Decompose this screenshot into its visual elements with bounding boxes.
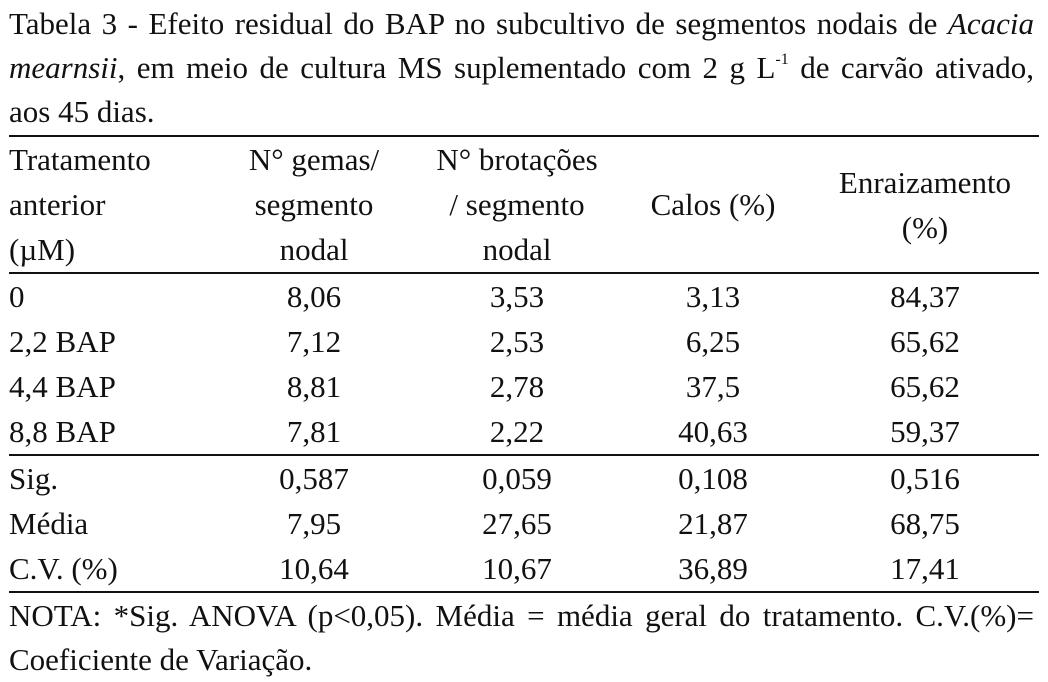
header-brotacoes-line-2: / segmento <box>449 187 585 222</box>
document-page <box>0 2 1048 680</box>
cell-gemas: 8,06 <box>209 273 419 319</box>
header-brotacoes-line-3: nodal <box>482 232 552 267</box>
cell-brotacoes: 2,53 <box>489 324 545 359</box>
header-gemas-line-2: segmento <box>254 187 374 222</box>
table-row <box>9 273 1039 319</box>
cell-gemas: 7,12 <box>286 324 342 359</box>
caption-species-name: Acacia mearnsii <box>9 6 1034 85</box>
cell-gemas: 7,81 <box>286 414 342 449</box>
stat-label: Média <box>9 506 89 541</box>
caption-text-end: de carvão ativado, aos 45 dias. <box>9 50 1034 129</box>
cell-calos: 3,13 <box>615 273 811 319</box>
stat-enraizamento: 0,516 <box>811 455 1039 501</box>
cell-tratamento: 4,4 BAP <box>9 369 116 404</box>
cell-brotacoes: 2,78 <box>489 369 545 404</box>
cell-calos: 40,63 <box>678 414 748 449</box>
results-table <box>9 135 1039 593</box>
stat-calos: 36,89 <box>615 546 811 592</box>
header-enraizamento-line-2: (%) <box>901 209 949 245</box>
header-brotacoes <box>419 136 615 273</box>
header-tratamento-line-3: (µM) <box>9 232 76 267</box>
header-calos <box>615 136 811 273</box>
stat-brotacoes: 10,67 <box>419 546 615 592</box>
cell-tratamento: 0 <box>9 273 209 319</box>
cell-calos: 6,25 <box>685 324 741 359</box>
cell-enraizamento: 65,62 <box>890 324 960 359</box>
caption-superscript: -1 <box>775 51 789 68</box>
cell-enraizamento: 84,37 <box>811 273 1039 319</box>
cell-brotacoes: 3,53 <box>419 273 615 319</box>
cell-enraizamento: 65,62 <box>890 369 960 404</box>
stat-calos: 0,108 <box>615 455 811 501</box>
header-tratamento-line-2: anterior <box>9 187 106 222</box>
table-note: NOTA: *Sig. ANOVA (p<0,05). Média = média geral do tratamento. C.V.(%)= Coeficiente de Variação. <box>9 598 1034 677</box>
table-row <box>9 364 1039 409</box>
stats-row-media <box>9 501 1039 546</box>
cell-tratamento: 8,8 BAP <box>9 414 116 449</box>
caption-text-start: Tabela 3 - Efeito residual do BAP no subcultivo de segmentos nodais de <box>9 6 948 41</box>
header-gemas-line-1: N° gemas/ <box>248 142 380 177</box>
stat-gemas: 10,64 <box>209 546 419 592</box>
stat-brotacoes: 27,65 <box>482 506 552 541</box>
table-row <box>9 409 1039 455</box>
header-enraizamento <box>811 136 1039 273</box>
cell-calos: 37,5 <box>685 369 741 404</box>
cell-enraizamento: 59,37 <box>890 414 960 449</box>
caption-text-middle: , em meio de cultura MS suplementado com 2 g L <box>117 50 776 85</box>
stats-row-cv <box>9 546 1039 592</box>
stat-enraizamento: 68,75 <box>890 506 960 541</box>
header-gemas <box>209 136 419 273</box>
header-brotacoes-line-1: N° brotações <box>436 142 598 177</box>
stat-label: C.V. (%) <box>9 546 209 592</box>
cell-brotacoes: 2,22 <box>489 414 545 449</box>
header-gemas-line-3: nodal <box>279 232 349 267</box>
header-tratamento-line-1: Tratamento <box>9 142 151 177</box>
header-enraizamento-line-1: Enraizamento <box>838 164 1012 200</box>
stat-gemas: 7,95 <box>286 506 342 541</box>
stat-calos: 21,87 <box>678 506 748 541</box>
stat-label: Sig. <box>9 455 209 501</box>
table-header-row <box>9 136 1039 273</box>
table-caption <box>9 2 1036 134</box>
stat-enraizamento: 17,41 <box>811 546 1039 592</box>
cell-tratamento: 2,2 BAP <box>9 324 116 359</box>
header-tratamento <box>9 136 209 273</box>
cell-gemas: 8,81 <box>286 369 342 404</box>
table-row <box>9 319 1039 364</box>
stat-brotacoes: 0,059 <box>419 455 615 501</box>
stats-row-sig <box>9 455 1039 501</box>
header-calos-label: Calos (%) <box>650 187 776 222</box>
stat-gemas: 0,587 <box>209 455 419 501</box>
